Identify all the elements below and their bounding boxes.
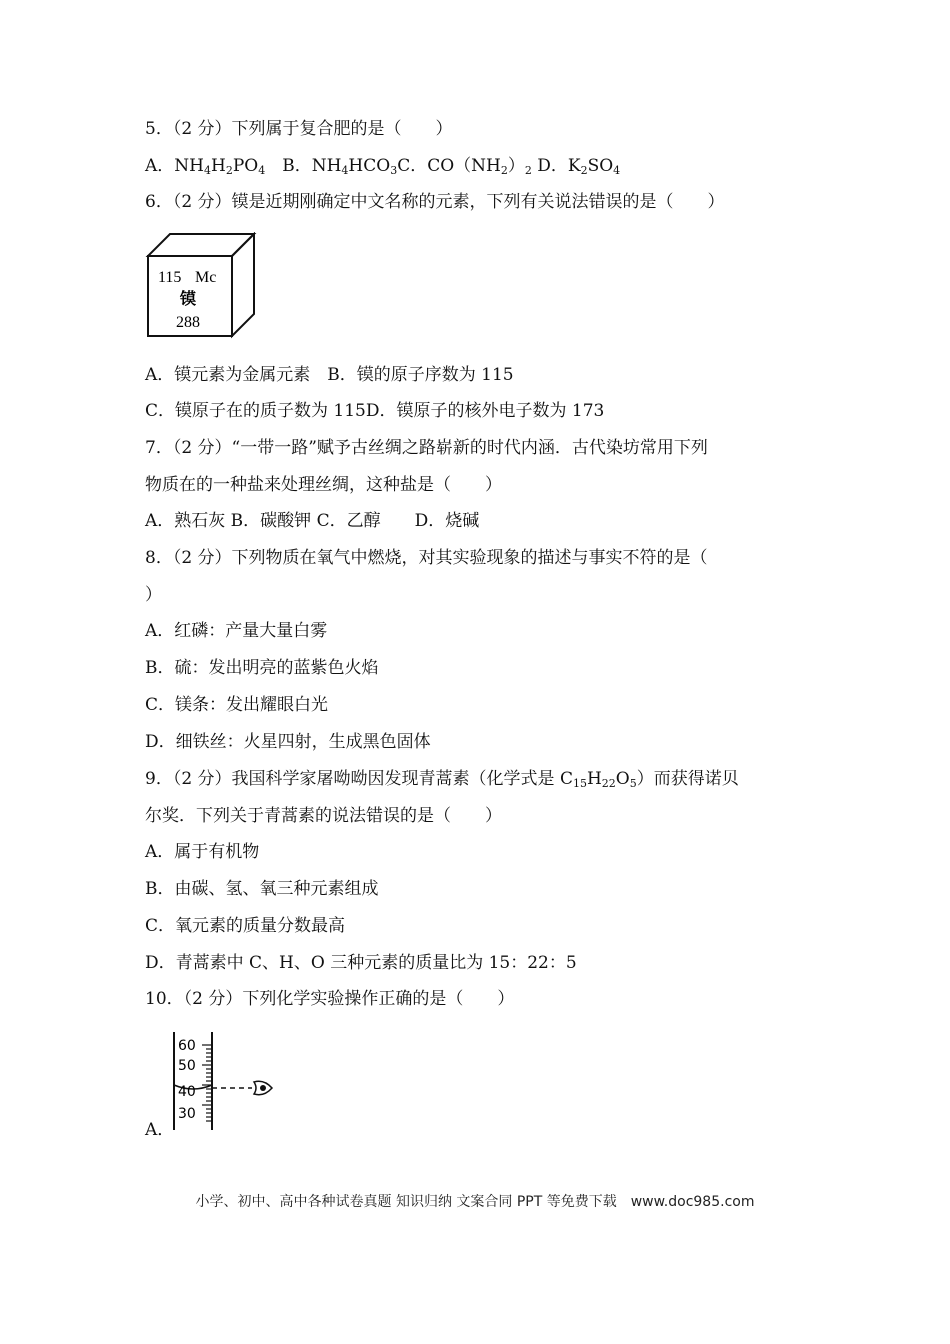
q7-stem-2: 物质在的一种盐来处理丝绸，这种盐是（ ） (145, 475, 502, 495)
element-name: 镆 (180, 289, 197, 308)
q8-option-d: D．细铁丝：火星四射，生成黑色固体 (145, 732, 431, 752)
element-cube-figure (140, 232, 260, 342)
graduated-cylinder-figure (168, 1030, 278, 1134)
q9-option-c: C．氧元素的质量分数最高 (145, 916, 346, 936)
element-symbol: Mc (195, 269, 217, 286)
q10-option-a-label: A． (145, 1120, 175, 1140)
q5-options: A．$NH_4H_2PO_4$ B．$NH_4HCO_3C$．$CO(NH_2)_2$ D．$K_2SO_4$ (145, 156, 621, 177)
scale-label: 40 (178, 1084, 196, 1100)
page-footer: 小学、初中、高中各种试卷真题 知识归纳 文案合同 PPT 等免费下载 www.doc985.com (195, 1194, 755, 1210)
q9-option-b: B．由碳、氢、氧三种元素组成 (145, 879, 379, 899)
q9-option-a: A．属于有机物 (145, 842, 260, 862)
q10-stem: 10．（2 分）下列化学实验操作正确的是（ ） (145, 989, 515, 1009)
q8-stem-2: ） (145, 585, 162, 605)
q9-stem-1: 9．（2 分）我国科学家屠呦呦因发现青蒿素（化学式是 $C_{15}H_{22}O_5$）而获得诺贝 (145, 769, 739, 790)
q7-stem-1: 7．（2 分）“一带一路”赋予古丝绸之路崭新的时代内涵．古代染坊常用下列 (145, 438, 708, 458)
q9-option-d: D．青蒿素中 C、H、O 三种元素的质量比为 15：22：5 (145, 953, 577, 973)
element-mass: 288 (176, 314, 200, 331)
q8-option-b: B．硫：发出明亮的蓝紫色火焰 (145, 658, 379, 678)
q6-options-ab: A．镆元素为金属元素 B．镆的原子序数为 115 (145, 365, 514, 385)
q5-stem: 5．（2 分）下列属于复合肥的是（ ） (145, 119, 453, 139)
q8-option-c: C．镁条：发出耀眼白光 (145, 695, 329, 715)
scale-label: 30 (178, 1106, 196, 1122)
q6-stem: 6．（2 分）镆是近期刚确定中文名称的元素，下列有关说法错误的是（ ） (145, 192, 725, 212)
q8-option-a: A．红磷：产量大量白雾 (145, 621, 328, 641)
q8-stem-1: 8．（2 分）下列物质在氧气中燃烧，对其实验现象的描述与事实不符的是（ (145, 548, 708, 568)
scale-label: 50 (178, 1058, 196, 1074)
element-number: 115 (158, 269, 182, 286)
q6-options-cd: C．镆原子在的质子数为 115D．镆原子的核外电子数为 173 (145, 401, 605, 421)
q9-stem-2: 尔奖．下列关于青蒿素的说法错误的是（ ） (145, 806, 502, 826)
scale-label: 60 (178, 1038, 196, 1054)
q7-options: A．熟石灰 B．碳酸钾 C．乙醇 D．烧碱 (145, 511, 480, 531)
